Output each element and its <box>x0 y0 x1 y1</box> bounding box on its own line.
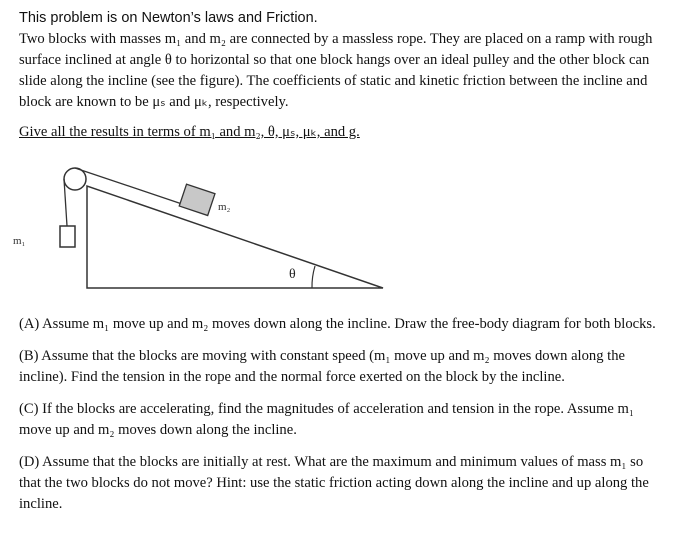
intro-line: slide along the incline (see the figure). The coefficients of static and kinetic friction between the incline and <box>19 73 648 89</box>
intro-line: block are known to be μₛ and μₖ, respectively. <box>19 94 289 110</box>
label-m2: m₂ <box>218 201 231 213</box>
part-b-line: incline). Find the tension in the rope and the normal force exerted on the block by the incline. <box>19 369 565 385</box>
pulley <box>64 168 86 190</box>
intro-line: Two blocks with masses m₁ and m₂ are connected by a massless rope. They are placed on a ramp with rough <box>19 31 653 47</box>
label-m1: m₁ <box>13 235 26 247</box>
incline-figure <box>13 160 390 300</box>
part-c-line: (C) If the blocks are accelerating, find the magnitudes of acceleration and tension in the rope. Assume m₁ <box>19 401 634 417</box>
part-c <box>19 399 684 441</box>
rope-incline <box>75 168 182 204</box>
incline-diagram <box>13 160 390 295</box>
part-b-line: (B) Assume that the blocks are moving with constant speed (m₁ move up and m₂ moves down along the <box>19 348 625 364</box>
intro-line: surface inclined at angle θ to horizontal so that one block hangs over an ideal pulley and the other block can <box>19 52 650 68</box>
part-d <box>19 452 684 515</box>
part-d-line: incline. <box>19 496 63 512</box>
part-c-line: move up and m₂ moves down along the incline. <box>19 422 297 438</box>
block-m2 <box>179 184 215 215</box>
label-theta: θ <box>289 267 296 282</box>
part-a-line: (A) Assume m₁ move up and m₂ moves down along the incline. Draw the free-body diagram for both blocks. <box>19 316 656 332</box>
part-d-line: that the two blocks do not move? Hint: use the static friction acting down along the incline and up along the <box>19 475 649 491</box>
part-b <box>19 346 684 388</box>
part-d-line: (D) Assume that the blocks are initially at rest. What are the maximum and minimum values of mass m₁ so <box>19 454 644 470</box>
part-a <box>19 314 684 335</box>
problem-intro <box>19 29 679 113</box>
results-instruction: Give all the results in terms of m₁ and m₂, θ, μₛ, μₖ, and g. <box>19 124 360 140</box>
problem-heading: This problem is on Newton’s laws and Friction. <box>19 10 318 26</box>
angle-arc <box>312 266 315 288</box>
ramp <box>87 186 383 288</box>
block-m1 <box>60 226 75 247</box>
